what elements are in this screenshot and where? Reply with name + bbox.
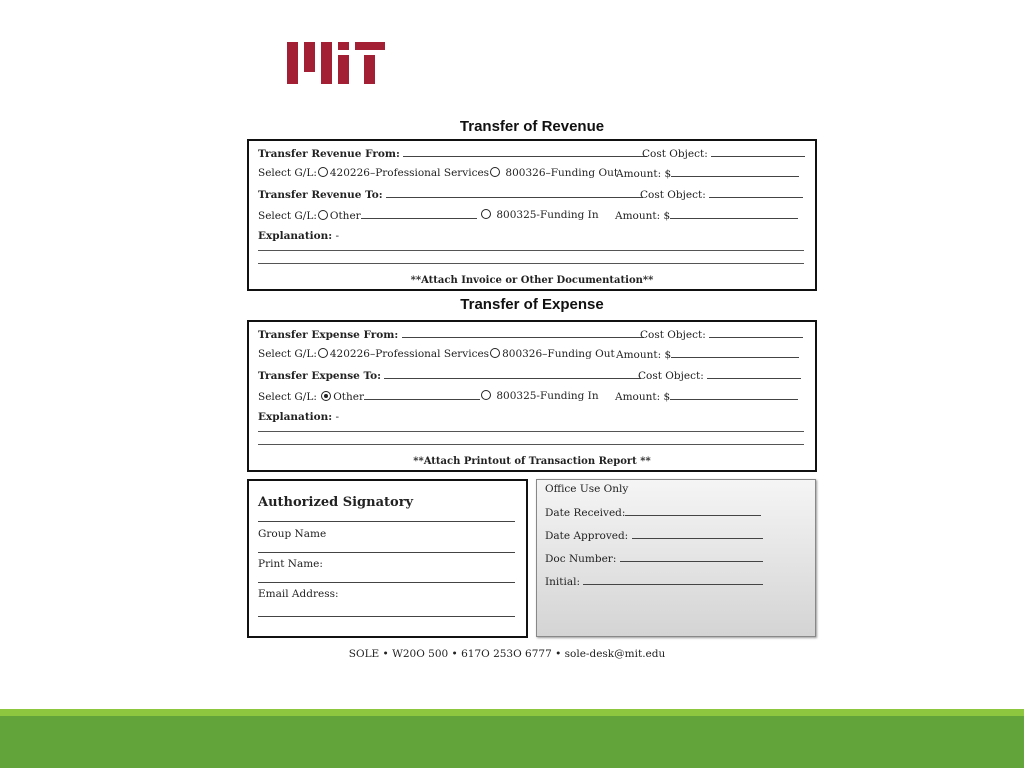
- radio-other-selected[interactable]: [321, 391, 331, 401]
- revenue-amount: [616, 167, 799, 180]
- revenue-to-label: Transfer Revenue To:: [258, 189, 383, 201]
- revenue-form: [247, 139, 817, 291]
- revenue-explanation: [258, 230, 339, 242]
- expense-from-field[interactable]: [402, 328, 644, 338]
- option-800325-label: 800325-Funding In: [496, 209, 599, 221]
- radio-800325[interactable]: [481, 209, 491, 219]
- amount-label: Amount: $: [615, 210, 671, 222]
- expense-cost-object-2-field[interactable]: [707, 369, 801, 379]
- revenue-amount-2-field[interactable]: [670, 209, 798, 219]
- revenue-title: Transfer of Revenue: [459, 118, 605, 135]
- expense-note: **Attach Printout of Transaction Report **: [413, 456, 651, 467]
- revenue-cost-object-2-field[interactable]: [709, 188, 803, 198]
- cost-object-label: Cost Object:: [640, 189, 706, 201]
- mit-logo: [287, 42, 385, 84]
- option-420226-label: 420226–Professional Services: [329, 348, 490, 360]
- revenue-gl-row: [258, 167, 618, 179]
- explanation-label: Explanation:: [258, 230, 333, 242]
- expense-amount-2-field[interactable]: [670, 390, 798, 400]
- revenue-cost-object-field[interactable]: [711, 147, 805, 157]
- select-gl-label: Select G/L:: [258, 391, 317, 403]
- signature-line[interactable]: [258, 521, 515, 522]
- amount-label: Amount: $: [616, 168, 672, 180]
- initial-row: [545, 575, 763, 588]
- expense-gl-row: [258, 348, 615, 360]
- option-other-label: Other: [329, 210, 361, 222]
- office-use-title: Office Use Only: [545, 483, 629, 495]
- radio-420226[interactable]: [318, 348, 328, 358]
- other-field[interactable]: [364, 390, 480, 400]
- office-use-box: [536, 479, 816, 637]
- email-address-label: Email Address:: [258, 588, 339, 600]
- date-received-row: [545, 506, 761, 519]
- radio-other[interactable]: [318, 210, 328, 220]
- footer-band-dark: [0, 716, 1024, 768]
- revenue-from-field[interactable]: [403, 147, 647, 157]
- revenue-amount-field[interactable]: [671, 167, 799, 177]
- date-approved-label: Date Approved:: [545, 530, 629, 542]
- footer-contact: SOLE • W20O 500 • 617O 253O 6777 • sole-desk@mit.edu: [348, 648, 666, 660]
- revenue-note: **Attach Invoice or Other Documentation**: [410, 275, 654, 286]
- revenue-option-800325: [480, 209, 599, 221]
- expense-to-row: [258, 369, 641, 382]
- option-other-label: Other: [333, 391, 365, 403]
- radio-800326[interactable]: [490, 348, 500, 358]
- radio-800326[interactable]: [490, 167, 500, 177]
- expense-to-label: Transfer Expense To:: [258, 370, 381, 382]
- date-approved-field[interactable]: [632, 529, 763, 539]
- explanation-line-1[interactable]: [258, 431, 804, 432]
- revenue-cost-object-2: [640, 188, 803, 201]
- revenue-to-row: [258, 188, 643, 201]
- select-gl-label: Select G/L:: [258, 348, 317, 360]
- expense-amount-field[interactable]: [671, 348, 799, 358]
- expense-option-800325: [480, 390, 599, 402]
- expense-from-row: [258, 328, 644, 341]
- explanation-label: Explanation:: [258, 411, 333, 423]
- initial-label: Initial:: [545, 576, 581, 588]
- expense-cost-object: [640, 328, 803, 341]
- group-name-line[interactable]: [258, 552, 515, 553]
- expense-to-field[interactable]: [384, 369, 641, 379]
- amount-label: Amount: $: [616, 349, 672, 361]
- explanation-line-2[interactable]: [258, 444, 804, 445]
- revenue-gl-row-2: [258, 209, 477, 222]
- group-name-label: Group Name: [258, 528, 327, 540]
- option-800325-label: 800325-Funding In: [496, 390, 599, 402]
- doc-number-label: Doc Number:: [545, 553, 617, 565]
- explanation-line-1[interactable]: [258, 250, 804, 251]
- revenue-cost-object: [642, 147, 805, 160]
- footer-band-light: [0, 709, 1024, 716]
- expense-amount-2: [615, 390, 798, 403]
- expense-cost-object-field[interactable]: [709, 328, 803, 338]
- other-field[interactable]: [361, 209, 477, 219]
- date-approved-row: [545, 529, 763, 542]
- option-420226-label: 420226–Professional Services: [329, 167, 490, 179]
- expense-amount: [616, 348, 799, 361]
- date-received-label: Date Received:: [545, 507, 626, 519]
- option-800326-label: 800326–Funding Out: [502, 348, 615, 360]
- radio-420226[interactable]: [318, 167, 328, 177]
- cost-object-label: Cost Object:: [642, 148, 708, 160]
- expense-form: [247, 320, 817, 472]
- revenue-from-label: Transfer Revenue From:: [258, 148, 400, 160]
- cost-object-label: Cost Object:: [640, 329, 706, 341]
- cost-object-label: Cost Object:: [638, 370, 704, 382]
- print-name-label: Print Name:: [258, 558, 323, 570]
- explanation-line-2[interactable]: [258, 263, 804, 264]
- select-gl-label: Select G/L:: [258, 210, 317, 222]
- revenue-amount-2: [615, 209, 798, 222]
- expense-gl-row-2: [258, 390, 480, 403]
- expense-cost-object-2: [638, 369, 801, 382]
- select-gl-label: Select G/L:: [258, 167, 317, 179]
- revenue-to-field[interactable]: [386, 188, 643, 198]
- doc-number-row: [545, 552, 763, 565]
- authorized-signatory-box: [247, 479, 528, 638]
- explanation-dash: -: [335, 230, 340, 242]
- explanation-dash: -: [335, 411, 340, 423]
- signatory-title: Authorized Signatory: [258, 495, 414, 510]
- expense-title: Transfer of Expense: [460, 296, 604, 313]
- initial-field[interactable]: [583, 575, 763, 585]
- date-received-field[interactable]: [625, 506, 761, 516]
- radio-800325[interactable]: [481, 390, 491, 400]
- email-address-line[interactable]: [258, 616, 515, 617]
- expense-from-label: Transfer Expense From:: [258, 329, 399, 341]
- doc-number-field[interactable]: [620, 552, 763, 562]
- amount-label: Amount: $: [615, 391, 671, 403]
- revenue-from-row: [258, 147, 647, 160]
- option-800326-label: 800326–Funding Out: [505, 167, 619, 179]
- print-name-line[interactable]: [258, 582, 515, 583]
- expense-explanation: [258, 411, 339, 423]
